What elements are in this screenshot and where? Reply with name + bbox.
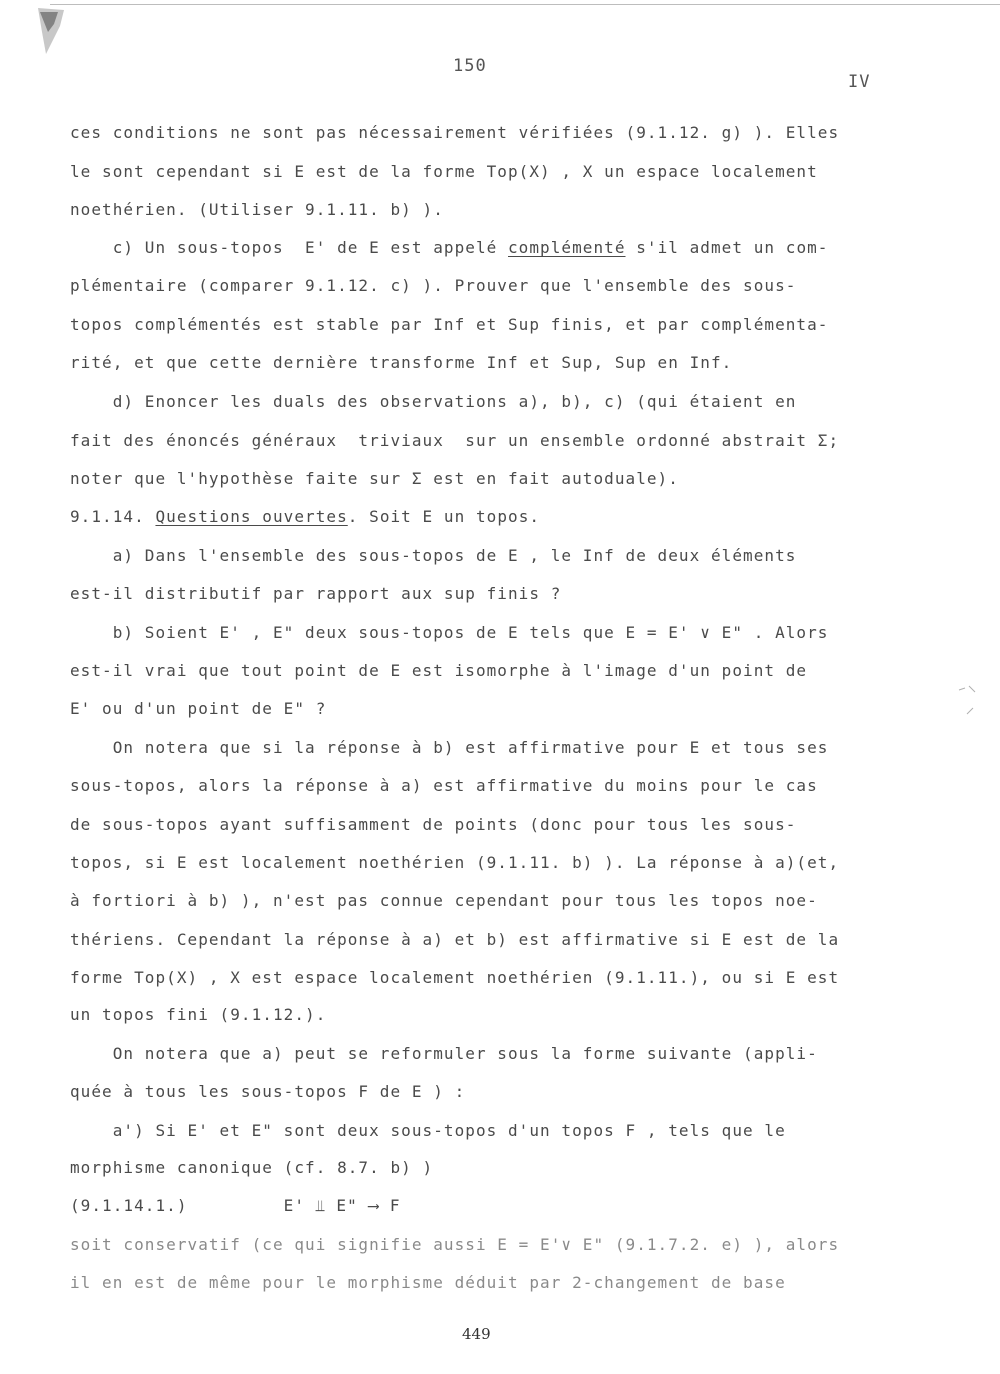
page-number: 150 <box>453 56 487 76</box>
text-line: topos, si E est localement noethérien (9.1.11. b) ). La réponse à a)(et, <box>70 853 840 872</box>
text-line: sous-topos, alors la réponse à a) est affirmative du moins pour le cas <box>70 776 818 795</box>
text-line: b) Soient E' , E" deux sous-topos de E tels que E = E' ∨ E" . Alors <box>70 623 829 642</box>
underlined-term: Questions ouvertes <box>155 507 348 526</box>
chapter-label: IV <box>848 72 871 92</box>
text-line: On notera que si la réponse à b) est affirmative pour E et tous ses <box>70 738 829 757</box>
text-line: à fortiori à b) ), n'est pas connue cependant pour tous les topos noe- <box>70 891 818 910</box>
footer-page-number: 449 <box>462 1325 491 1343</box>
text-line: E' ou d'un point de E" ? <box>70 699 327 718</box>
underlined-term: complémenté <box>508 238 626 257</box>
text-line: est-il distributif par rapport aux sup finis ? <box>70 584 562 603</box>
text-line: (9.1.14.1.) E' ⫫ E" ⟶ F <box>70 1196 401 1215</box>
text-line: fait des énoncés généraux triviaux sur un ensemble ordonné abstrait Σ; <box>70 431 840 450</box>
text-line: est-il vrai que tout point de E est isomorphe à l'image d'un point de <box>70 661 808 680</box>
text-line-compound <box>70 237 930 259</box>
text-line: de sous-topos ayant suffisamment de points (donc pour tous les sous- <box>70 815 797 834</box>
text-segment: 9.1.14. <box>70 507 156 526</box>
text-segment: s'il admet un com- <box>625 238 829 257</box>
text-line-compound <box>70 506 930 528</box>
text-line: rité, et que cette dernière transforme Inf et Sup, Sup en Inf. <box>70 353 733 372</box>
text-line: thériens. Cependant la réponse à a) et b) est affirmative si E est de la <box>70 930 840 949</box>
text-line: ces conditions ne sont pas nécessairement vérifiées (9.1.12. g) ). Elles <box>70 123 840 142</box>
text-line: un topos fini (9.1.12.). <box>70 1005 327 1024</box>
text-line: noter que l'hypothèse faite sur Σ est en fait autoduale). <box>70 469 679 488</box>
text-line: il en est de même pour le morphisme déduit par 2-changement de base <box>70 1273 786 1292</box>
text-segment: c) Un sous-topos E' de E est appelé <box>70 238 508 257</box>
text-segment: . Soit E un topos. <box>347 507 541 526</box>
text-line: a') Si E' et E" sont deux sous-topos d'un topos F , tels que le <box>70 1121 786 1140</box>
text-line: a) Dans l'ensemble des sous-topos de E , le Inf de deux éléments <box>70 546 797 565</box>
text-line: forme Top(X) , X est espace localement noethérien (9.1.11.), ou si E est <box>70 968 840 987</box>
margin-speck-mark <box>955 680 985 720</box>
text-line: noethérien. (Utiliser 9.1.11. b) ). <box>70 200 444 219</box>
text-line: d) Enoncer les duals des observations a), b), c) (qui étaient en <box>70 392 797 411</box>
text-line: soit conservatif (ce qui signifie aussi E = E'∨ E" (9.1.7.2. e) ), alors <box>70 1235 840 1254</box>
top-edge-rule <box>50 4 1000 5</box>
text-line: quée à tous les sous-topos F de E ) : <box>70 1082 466 1101</box>
text-line: morphisme canonique (cf. 8.7. b) ) <box>70 1158 434 1177</box>
text-line: le sont cependant si E est de la forme Top(X) , X un espace localement <box>70 162 818 181</box>
corner-smudge-mark <box>30 2 80 62</box>
text-line: plémentaire (comparer 9.1.12. c) ). Prouver que l'ensemble des sous- <box>70 276 797 295</box>
text-line: On notera que a) peut se reformuler sous la forme suivante (appli- <box>70 1044 818 1063</box>
text-line: topos complémentés est stable par Inf et Sup finis, et par complémenta- <box>70 315 829 334</box>
